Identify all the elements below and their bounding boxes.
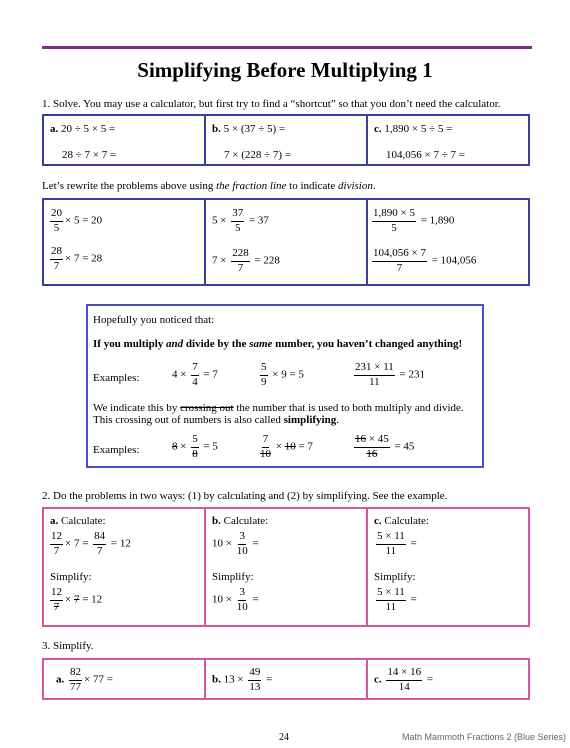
q3-a-expr <box>56 667 113 693</box>
rw-c1 <box>370 208 454 234</box>
q2-c-den: 11 <box>385 544 397 557</box>
q2-a-s-times: × <box>65 593 72 606</box>
ex4-pre: 8 <box>172 440 178 453</box>
cross2b: simplifying <box>283 414 337 426</box>
rw-b1 <box>212 208 269 234</box>
ex6-num-cross: 16 <box>355 433 366 445</box>
q3-a-rest: × 77 = <box>84 673 113 686</box>
q1-cell-a <box>44 116 204 164</box>
q2-a-s-cross: 7 <box>73 593 80 606</box>
rewrite-fraction-line: the fraction line <box>216 180 287 192</box>
ex3-num: 231 × 11 <box>354 362 395 376</box>
rw-a2 <box>48 246 102 272</box>
notice-rule <box>93 338 462 350</box>
q2-b-s-rest: = <box>252 593 259 606</box>
cross1a: We indicate this by <box>93 402 181 414</box>
notice-ex5 <box>258 434 313 460</box>
q2-c-num: 5 × 11 <box>376 531 406 545</box>
q3-cell-c <box>366 660 528 698</box>
ex5-num: 7 <box>262 434 270 448</box>
q3-c-label: c. <box>374 673 382 686</box>
notice-ex6 <box>352 434 414 460</box>
rw-a1-rest: × 5 = 20 <box>65 214 103 227</box>
ex3-den: 11 <box>369 375 380 388</box>
q3-cell-b <box>204 660 366 698</box>
rw-b2-pre: 7 × <box>212 254 227 267</box>
cross2c: . <box>336 414 339 426</box>
notice-cross1 <box>93 402 464 414</box>
rw-a1-num: 20 <box>50 208 63 222</box>
q2-a-f1d: 7 <box>53 544 60 557</box>
q3-box <box>42 658 530 700</box>
q3-c-num: 14 × 16 <box>386 667 422 681</box>
header-rule <box>42 46 532 49</box>
q2-c-calc: Calculate: <box>384 515 429 527</box>
ex2-den: 9 <box>261 375 267 388</box>
ex6-rest: = 45 <box>394 440 415 453</box>
notice-ex2 <box>258 362 304 388</box>
notice-rule-same: same <box>249 338 273 350</box>
rw-cell-c <box>366 200 528 284</box>
q1-b-line2: 7 × (228 ÷ 7) = <box>224 149 292 161</box>
cross2a: This crossing out of numbers is also called <box>93 414 284 426</box>
rw-c1-rest: = 1,890 <box>420 214 455 227</box>
q2-b-den: 10 <box>236 544 248 557</box>
q2-a-calc-expr <box>48 531 131 557</box>
q1-a-line1: 20 ÷ 5 × 5 = <box>61 123 116 135</box>
notice-rule-a: If you multiply <box>93 338 167 350</box>
q2-a-label: a. <box>50 515 59 527</box>
q3-b-pre: 13 × <box>223 673 244 686</box>
ex4-rest: = 5 <box>203 440 218 453</box>
q2-box <box>42 507 530 627</box>
rw-c1-den: 5 <box>391 221 397 234</box>
rw-b1-rest: = 37 <box>248 214 269 227</box>
q3-instruction: 3. Simplify. <box>42 640 94 652</box>
q1-b-label: b. <box>212 123 221 135</box>
q1-a-line2: 28 ÷ 7 × 7 = <box>62 149 117 161</box>
q2-a-f1n: 12 <box>50 531 63 545</box>
rw-b1-num: 37 <box>231 208 244 222</box>
q1-c-line2: 104,056 × 7 ÷ 7 = <box>386 149 465 161</box>
q2-c-s-num: 5 × 11 <box>376 587 406 601</box>
q3-cell-a <box>44 660 204 698</box>
ex3-rest: = 231 <box>399 368 426 381</box>
q1-a-label: a. <box>50 123 59 135</box>
notice-ex3 <box>352 362 425 388</box>
q2-c-s-den: 11 <box>385 600 397 613</box>
q3-a-label: a. <box>56 673 65 686</box>
q2-b-s-den: 10 <box>236 600 248 613</box>
q2-a-calc: Calculate: <box>61 515 106 527</box>
rw-c2 <box>370 248 476 274</box>
q3-b-rest: = <box>266 673 273 686</box>
page-title: Simplifying Before Multiplying 1 <box>137 58 433 82</box>
examples-label-1: Examples: <box>93 372 140 384</box>
q2-instruction: 2. Do the problems in two ways: (1) by calculating and (2) by simplifying. See the example. <box>42 490 448 502</box>
examples-label-2: Examples: <box>93 444 140 456</box>
q1-cell-b <box>204 116 366 164</box>
q2-b-calc-expr <box>212 531 259 557</box>
notice-rule-c: number, you haven’t changed anything! <box>272 338 463 350</box>
rewrite-text <box>42 180 376 192</box>
q3-b-expr <box>212 667 272 693</box>
rw-b2-num: 228 <box>231 248 250 262</box>
ex2-rest: × 9 = 5 <box>272 368 304 381</box>
q2-b-s-pre: 10 × <box>212 593 232 606</box>
q3-b-den: 13 <box>249 680 261 693</box>
q2-a-simp-expr <box>48 587 102 613</box>
q2-b-calc: Calculate: <box>223 515 269 527</box>
ex1-pre: 4 × <box>172 368 187 381</box>
q1-b-line1: 5 × (37 ÷ 5) = <box>223 123 286 135</box>
q2-cell-b <box>204 509 366 625</box>
q2-b-simp-expr <box>212 587 259 613</box>
q2-b-s-num: 3 <box>238 587 246 601</box>
q1-box <box>42 114 530 166</box>
q2-c-simp-expr <box>374 587 417 613</box>
q2-a-s-rest: = 12 <box>82 593 103 606</box>
rw-a2-den: 7 <box>53 259 60 272</box>
ex6-num-rest: × 45 <box>366 433 389 445</box>
rw-b2-rest: = 228 <box>254 254 280 267</box>
rw-b2-den: 7 <box>237 261 244 274</box>
q1-cell-c <box>366 116 528 164</box>
q1-instruction: 1. Solve. You may use a calculator, but first try to find a “shortcut” so that you don’t need the calculator. <box>42 98 501 110</box>
q3-c-rest: = <box>426 673 434 686</box>
notice-ex1 <box>172 362 218 388</box>
q2-a-rest: = 12 <box>110 537 131 550</box>
q3-c-expr <box>374 667 433 693</box>
page-number: 24 <box>279 732 289 743</box>
ex2-num: 5 <box>260 362 268 376</box>
ex4-num: 5 <box>191 434 199 448</box>
ex1-num: 7 <box>191 362 199 376</box>
cross1b: crossing out <box>180 402 234 414</box>
q2-b-simp: Simplify: <box>212 571 254 583</box>
rewrite-post: . <box>372 180 376 192</box>
rw-a1-den: 5 <box>53 221 60 234</box>
rewrite-box <box>42 198 530 286</box>
rw-a1 <box>48 208 102 234</box>
rw-c2-rest: = 104,056 <box>431 254 477 267</box>
notice-cross2 <box>93 414 339 426</box>
q1-c-label: c. <box>374 123 382 135</box>
q2-c-rest: = <box>410 537 417 550</box>
q2-a-s-den: 7 <box>53 600 60 613</box>
notice-box <box>86 304 484 468</box>
ex1-den: 4 <box>192 375 198 388</box>
q2-cell-c <box>366 509 528 625</box>
q3-b-num: 49 <box>248 667 261 681</box>
notice-intro: Hopefully you noticed that: <box>93 314 215 326</box>
rw-c1-num: 1,890 × 5 <box>372 208 416 222</box>
q2-b-num: 3 <box>238 531 246 545</box>
rw-cell-b <box>204 200 366 284</box>
notice-ex4 <box>172 434 218 460</box>
series-footer: Math Mammoth Fractions 2 (Blue Series) <box>402 732 567 742</box>
q2-c-simp: Simplify: <box>374 571 416 583</box>
q2-b-rest: = <box>252 537 259 550</box>
q2-a-s-num: 12 <box>50 587 63 601</box>
q2-a-f2d: 7 <box>96 544 103 557</box>
rw-cell-a <box>44 200 204 284</box>
q1-c-line1: 1,890 × 5 ÷ 5 = <box>384 123 453 135</box>
rw-a2-rest: × 7 = 28 <box>65 252 103 265</box>
q2-b-pre: 10 × <box>212 537 232 550</box>
rewrite-pre: Let’s rewrite the problems above using <box>42 180 217 192</box>
q3-c-den: 14 <box>398 680 410 693</box>
q2-c-s-rest: = <box>410 593 417 606</box>
q3-a-num: 82 <box>69 667 82 681</box>
ex4-den: 8 <box>192 447 198 460</box>
ex5-times: × <box>275 440 282 453</box>
rewrite-mid: to indicate <box>286 180 339 192</box>
q3-a-den: 77 <box>70 680 81 693</box>
q3-b-label: b. <box>212 673 221 686</box>
ex5-rest: = 7 <box>298 440 313 453</box>
q2-b-label: b. <box>212 515 221 527</box>
rw-b1-pre: 5 × <box>212 214 227 227</box>
rw-c2-num: 104,056 × 7 <box>372 248 427 262</box>
rw-c2-den: 7 <box>396 261 403 274</box>
rw-a2-num: 28 <box>50 246 63 260</box>
q2-c-calc-expr <box>374 531 417 557</box>
ex5-cross: 10 <box>284 440 296 453</box>
q2-cell-a <box>44 509 204 625</box>
notice-rule-b: divide by the <box>183 338 250 350</box>
cross1c: the number that is used to both multiply and divide. <box>233 402 464 414</box>
ex4-times: × <box>180 440 187 453</box>
rw-b1-den: 5 <box>234 221 241 234</box>
ex1-rest: = 7 <box>203 368 218 381</box>
rw-b2 <box>212 248 280 274</box>
q2-a-mid: × 7 = <box>65 537 89 550</box>
q2-c-label: c. <box>374 515 382 527</box>
notice-rule-and: and <box>166 338 184 350</box>
q2-a-simp: Simplify: <box>50 571 92 583</box>
ex6-den: 16 <box>366 447 378 460</box>
ex5-den: 10 <box>260 447 271 460</box>
q2-a-f2n: 84 <box>93 531 106 545</box>
rewrite-division: division <box>338 180 373 192</box>
